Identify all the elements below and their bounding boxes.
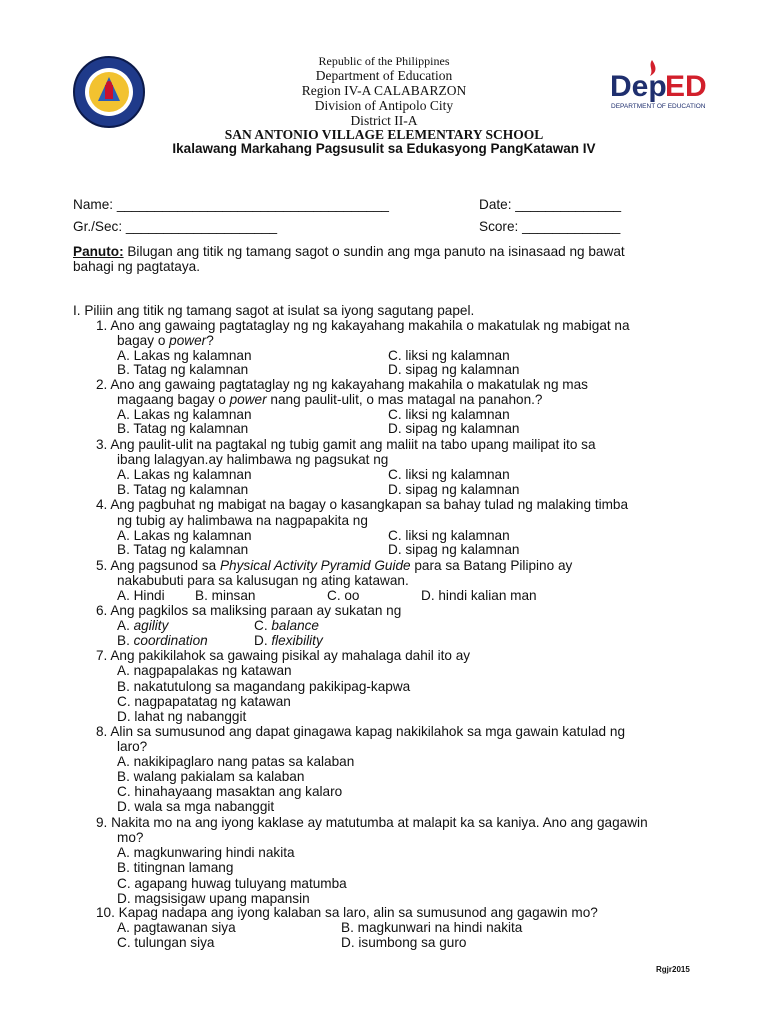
q10-line-1: 10. Kapag nadapa ang iyong kalaban sa laro, alin sa sumusunod ang gagawin mo? bbox=[96, 905, 598, 920]
q9-option-a[interactable]: A. magkunwaring hindi nakita bbox=[117, 845, 295, 860]
q8-option-a[interactable]: A. nakikipaglaro nang patas sa kalaban bbox=[117, 754, 355, 769]
q5-italic: Physical Activity Pyramid Guide bbox=[219, 558, 411, 573]
q2-end: nang paulit-ulit, o mas matagal na panahon.? bbox=[266, 392, 543, 407]
q7-option-d[interactable]: D. lahat ng nabanggit bbox=[117, 709, 247, 724]
exam-title: Ikalawang Markahang Pagsusulit sa Edukasyong PangKatawan IV bbox=[172, 141, 596, 156]
q7-option-b[interactable]: B. nakatutulong sa magandang pakikipag-kapwa bbox=[117, 679, 411, 694]
q4-option-b[interactable]: B. Tatag ng kalamnan bbox=[117, 542, 249, 557]
q4-line-1: 4. Ang pagbuhat ng mabigat na bagay o kasangkapan sa bahay tulad ng malaking timba bbox=[96, 497, 629, 512]
q9-option-d[interactable]: D. magsisigaw upang mapansin bbox=[117, 891, 310, 906]
q3-option-b[interactable]: B. Tatag ng kalamnan bbox=[117, 482, 249, 497]
q3-line-2: ibang lalagyan.ay halimbawa ng pagsukat ng bbox=[117, 452, 389, 467]
q2-line-1: 2. Ano ang gawaing pagtataglay ng ng kakayahang makahila o makatulak ng mas bbox=[96, 377, 588, 392]
q10-option-c[interactable]: C. tulungan siya bbox=[117, 935, 215, 950]
q3-option-a[interactable]: A. Lakas ng kalamnan bbox=[117, 467, 252, 482]
q6-option-d[interactable] bbox=[254, 633, 323, 648]
header-region: Region IV-A CALABARZON bbox=[301, 83, 467, 98]
q4-option-a[interactable]: A. Lakas ng kalamnan bbox=[117, 528, 252, 543]
q2-option-a[interactable]: A. Lakas ng kalamnan bbox=[117, 407, 252, 422]
svg-text:DEPARTMENT OF EDUCATION: DEPARTMENT OF EDUCATION bbox=[611, 103, 706, 110]
q1-option-d[interactable]: D. sipag ng kalamnan bbox=[388, 362, 520, 377]
svg-text:ED: ED bbox=[665, 70, 707, 103]
q2-option-b[interactable]: B. Tatag ng kalamnan bbox=[117, 421, 249, 436]
q6-option-a[interactable] bbox=[117, 618, 168, 633]
q6-b-text: coordination bbox=[133, 633, 208, 648]
panuto-text-1: Bilugan ang titik ng tamang sagot o sundin ang mga panuto na isinasaad ng bawat bbox=[123, 244, 625, 259]
q8-line-1: 8. Alin sa sumusunod ang dapat ginagawa kapag nakikilahok sa mga gawain katulad ng bbox=[96, 724, 626, 739]
footer-code: Rgjr2015 bbox=[656, 965, 690, 974]
q1-end: ? bbox=[206, 333, 214, 348]
q2-italic: power bbox=[229, 392, 267, 407]
q1-option-a[interactable]: A. Lakas ng kalamnan bbox=[117, 348, 252, 363]
q8-option-b[interactable]: B. walang pakialam sa kalaban bbox=[117, 769, 305, 784]
q4-line-2: ng tubig ay halimbawa na nagpapakita ng bbox=[117, 513, 368, 528]
q1-line-1: 1. Ano ang gawaing pagtataglay ng ng kakayahang makahila o makatulak ng mabigat na bbox=[96, 318, 630, 333]
q1-option-c[interactable]: C. liksi ng kalamnan bbox=[388, 348, 510, 363]
q10-option-b[interactable]: B. magkunwari na hindi nakita bbox=[341, 920, 523, 935]
q6-c-text: balance bbox=[271, 618, 319, 633]
svg-text:Dep: Dep bbox=[610, 70, 667, 103]
header-division: Division of Antipolo City bbox=[314, 98, 454, 113]
q6-a-text: agility bbox=[133, 618, 169, 633]
q5-line-1 bbox=[96, 558, 572, 573]
q7-line-1: 7. Ang pakikilahok sa gawaing pisikal ay mahalaga dahil ito ay bbox=[96, 648, 471, 663]
q5-text: 5. Ang pagsunod sa bbox=[96, 558, 220, 573]
q6-line-1: 6. Ang pagkilos sa maliksing paraan ay sukatan ng bbox=[96, 603, 402, 618]
q5-option-a[interactable]: A. Hindi bbox=[117, 588, 165, 603]
q5-option-d[interactable]: D. hindi kalian man bbox=[421, 588, 537, 603]
score-field[interactable]: Score: _____________ bbox=[479, 219, 621, 234]
q6-option-b[interactable] bbox=[117, 633, 208, 648]
q10-option-a[interactable]: A. pagtawanan siya bbox=[117, 920, 236, 935]
header-department: Department of Education bbox=[315, 68, 453, 83]
q8-line-2: laro? bbox=[117, 739, 148, 754]
q6-d-letter: D. bbox=[254, 633, 272, 648]
q2-option-c[interactable]: C. liksi ng kalamnan bbox=[388, 407, 510, 422]
q4-option-c[interactable]: C. liksi ng kalamnan bbox=[388, 528, 510, 543]
q3-option-c[interactable]: C. liksi ng kalamnan bbox=[388, 467, 510, 482]
q6-d-text: flexibility bbox=[271, 633, 323, 648]
q9-option-b[interactable]: B. titingnan lamang bbox=[117, 860, 234, 875]
q5-end: para sa Batang Pilipino ay bbox=[410, 558, 573, 573]
name-field[interactable]: Name: ____________________________________ bbox=[73, 197, 389, 212]
q1-line-2 bbox=[117, 333, 214, 348]
q6-option-c[interactable] bbox=[254, 618, 319, 633]
q7-option-c[interactable]: C. nagpapatatag ng katawan bbox=[117, 694, 291, 709]
q2-text: magaang bagay o bbox=[117, 392, 230, 407]
q9-line-1: 9. Nakita mo na ang iyong kaklase ay matutumba at malapit ka sa kaniya. Ano ang gagawin bbox=[96, 815, 648, 830]
q1-italic: power bbox=[169, 333, 207, 348]
q8-option-d[interactable]: D. wala sa mga nabanggit bbox=[117, 799, 275, 814]
q2-line-2 bbox=[117, 392, 543, 407]
q3-line-1: 3. Ang paulit-ulit na pagtakal ng tubig gamit ang maliit na tabo upang mailipat ito sa bbox=[96, 437, 596, 452]
school-name: SAN ANTONIO VILLAGE ELEMENTARY SCHOOL bbox=[224, 127, 544, 142]
header-republic: Republic of the Philippines bbox=[318, 54, 450, 68]
q6-c-letter: C. bbox=[254, 618, 272, 633]
q6-b-letter: B. bbox=[117, 633, 134, 648]
q8-option-c[interactable]: C. hinahayaang masaktan ang kalaro bbox=[117, 784, 343, 799]
q2-option-d[interactable]: D. sipag ng kalamnan bbox=[388, 421, 520, 436]
q7-option-a[interactable]: A. nagpapalakas ng katawan bbox=[117, 663, 292, 678]
q9-option-c[interactable]: C. agapang huwag tuluyang matumba bbox=[117, 876, 347, 891]
q5-option-b[interactable]: B. minsan bbox=[195, 588, 256, 603]
q1-option-b[interactable]: B. Tatag ng kalamnan bbox=[117, 362, 249, 377]
q1-text: bagay o bbox=[117, 333, 170, 348]
q9-line-2: mo? bbox=[117, 830, 144, 845]
grade-section-field[interactable]: Gr./Sec: ____________________ bbox=[73, 219, 278, 234]
q10-option-d[interactable]: D. isumbong sa guro bbox=[341, 935, 467, 950]
q6-a-letter: A. bbox=[117, 618, 134, 633]
q3-option-d[interactable]: D. sipag ng kalamnan bbox=[388, 482, 520, 497]
panuto-label: Panuto: bbox=[73, 244, 124, 259]
q5-line-2: nakabubuti para sa kalusugan ng ating katawan. bbox=[117, 573, 409, 588]
panuto-line-1 bbox=[73, 244, 625, 259]
date-field[interactable]: Date: ______________ bbox=[479, 197, 622, 212]
q4-option-d[interactable]: D. sipag ng kalamnan bbox=[388, 542, 520, 557]
section-1-title: I. Piliin ang titik ng tamang sagot at isulat sa iyong sagutang papel. bbox=[73, 303, 475, 318]
header-district: District II-A bbox=[350, 113, 418, 128]
panuto-text-2: bahagi ng pagtataya. bbox=[73, 259, 200, 274]
q5-option-c[interactable]: C. oo bbox=[327, 588, 360, 603]
